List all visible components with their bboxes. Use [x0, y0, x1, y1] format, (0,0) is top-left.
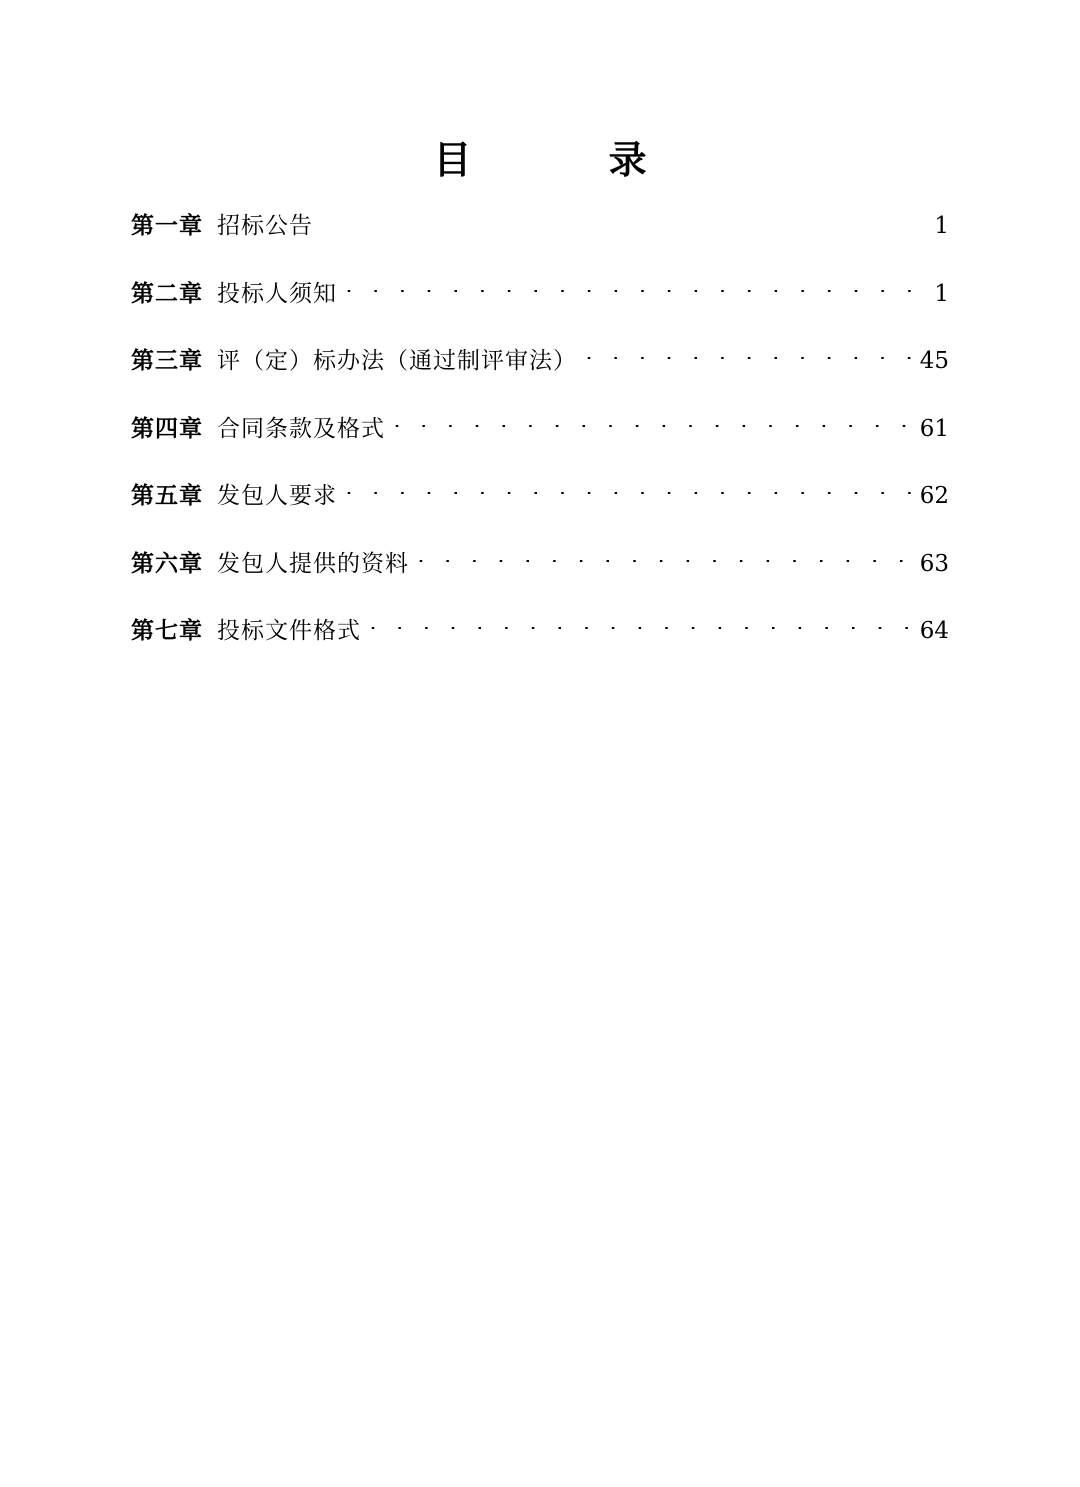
toc-entry[interactable]	[131, 538, 949, 606]
toc-page-number: 1	[934, 280, 949, 307]
toc-leader-dots	[391, 425, 914, 448]
toc-chapter-number: 第二章	[131, 280, 203, 307]
toc-entry[interactable]	[131, 403, 949, 471]
toc-leader-dots	[343, 290, 928, 313]
toc-page-number: 64	[919, 618, 949, 644]
toc-chapter-number: 第六章	[131, 550, 203, 577]
toc-chapter-title: 合同条款及格式	[217, 415, 385, 442]
toc-chapter-number: 第七章	[131, 618, 203, 644]
toc-entry[interactable]	[131, 335, 949, 403]
toc-leader-dots	[319, 222, 928, 245]
toc-chapter-number: 第五章	[131, 483, 203, 509]
toc-entry[interactable]	[131, 268, 949, 336]
toc-page-number: 1	[934, 213, 949, 239]
toc-entry[interactable]	[131, 200, 949, 268]
toc-chapter-title: 发包人要求	[217, 483, 337, 509]
toc-chapter-title: 招标公告	[217, 213, 313, 239]
toc-page-number: 62	[919, 483, 949, 509]
toc-page-number: 45	[919, 348, 949, 374]
toc-leader-dots	[415, 560, 914, 583]
toc-page-number: 61	[919, 415, 949, 442]
toc-chapter-number: 第一章	[131, 213, 203, 239]
toc-chapter-title: 投标人须知	[217, 280, 337, 307]
toc-list	[131, 200, 949, 673]
toc-chapter-title: 评（定）标办法（通过制评审法）	[217, 348, 577, 374]
toc-chapter-title: 投标文件格式	[217, 618, 361, 644]
toc-chapter-number: 第三章	[131, 348, 203, 374]
toc-entry[interactable]	[131, 470, 949, 538]
toc-leader-dots	[343, 492, 914, 515]
toc-leader-dots	[367, 627, 914, 650]
toc-title: 目 录	[433, 138, 709, 182]
toc-chapter-title: 发包人提供的资料	[217, 550, 409, 577]
toc-entry[interactable]	[131, 605, 949, 673]
toc-leader-dots	[583, 357, 914, 380]
toc-page-number: 63	[919, 550, 949, 577]
toc-chapter-number: 第四章	[131, 415, 203, 442]
